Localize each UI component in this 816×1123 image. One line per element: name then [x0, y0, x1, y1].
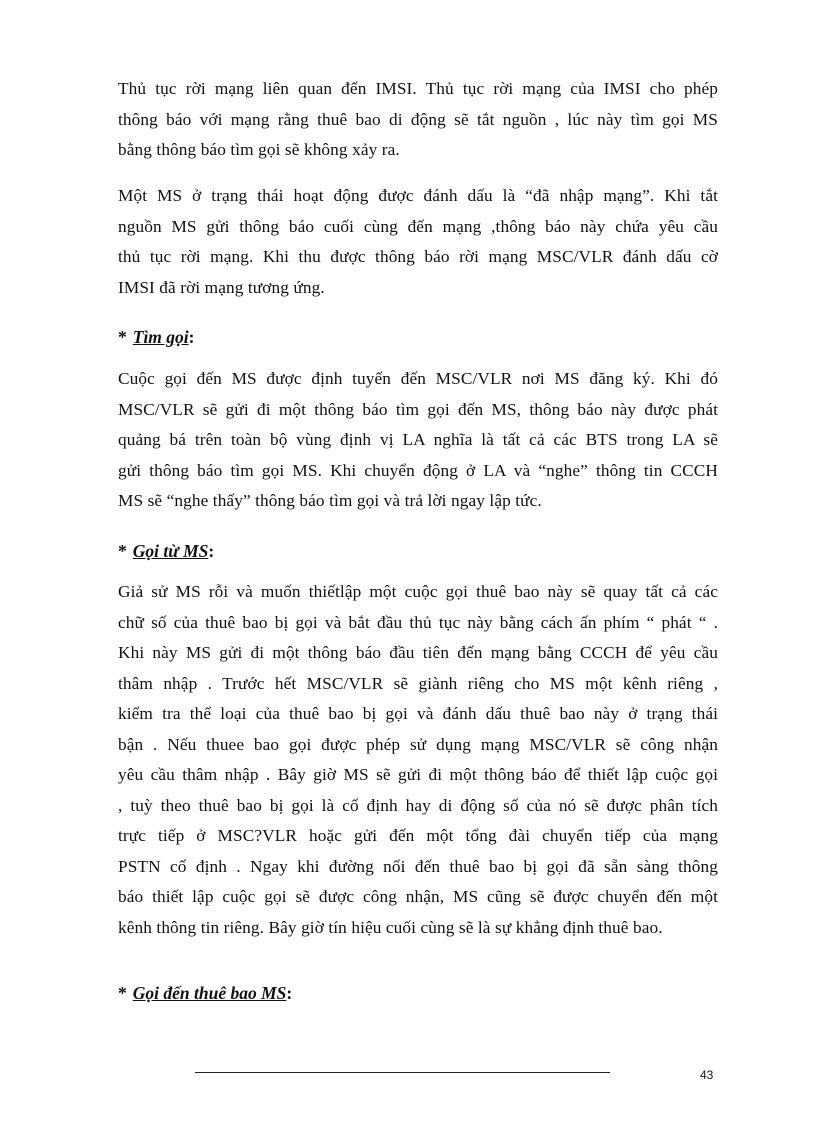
text-line: MSC/VLR sẽ gửi đi một thông báo tìm gọi đến MS, thông báo này được phát: [118, 399, 718, 419]
footer-divider: [195, 1072, 610, 1073]
heading-bullet: *: [118, 541, 127, 561]
text-line: Giả sử MS rỗi và muốn thiếtlập một cuộc gọi thuê bao này sẽ quay tất cả các: [118, 582, 718, 601]
text-line: PSTN cố định . Ngay khi đường nối đến thuê bao bị gọi đã sẵn sàng thông: [118, 856, 718, 876]
text-line: kiểm tra thể loại của thuê bao bị gọi và đánh dấu thuê bao này ở trạng thái: [118, 704, 718, 723]
heading-title: Gọi từ MS: [132, 541, 209, 561]
heading-title: Gọi đến thuê bao MS: [132, 983, 287, 1003]
text-line: thông báo với mạng rằng thuê bao di động sẽ tắt nguồn , lúc này tìm gọi MS: [118, 109, 718, 129]
text-line: IMSI đã rời mạng tương ứng.: [118, 277, 325, 297]
text-line: Khi này MS gửi đi một thông báo đầu tiên đến mạng bằng CCCH để yêu cầu: [118, 643, 718, 662]
heading-colon: :: [286, 983, 293, 1003]
text-line: Cuộc gọi đến MS được định tuyến đến MSC/VLR nơi MS đăng ký. Khi đó: [118, 369, 718, 388]
paragraph-paging: [118, 364, 718, 517]
page-number: 43: [700, 1068, 714, 1082]
heading-colon: :: [208, 541, 215, 561]
heading-bullet: *: [118, 983, 127, 1003]
text-line: Thủ tục rời mạng liên quan đến IMSI. Thủ tục rời mạng của IMSI cho phép: [118, 79, 718, 98]
text-line: , tuỳ theo thuê bao bị gọi là cố định hay di động số của nó sẽ được phân tích: [118, 795, 718, 815]
text-line: chữ số của thuê bao bị gọi và bắt đầu thủ tục này bằng cách ấn phím “ phát “ .: [118, 612, 718, 632]
text-line: trực tiếp ở MSC?VLR hoặc gửi đến một tổng đài chuyển tiếp của mạng: [118, 826, 718, 845]
text-line: gửi thông báo tìm gọi MS. Khi chuyển động ở LA và “nghe” thông tin CCCH: [118, 460, 718, 480]
heading-paging: [118, 322, 194, 352]
text-line: Một MS ở trạng thái hoạt động được đánh dấu là “đã nhập mạng”. Khi tắt: [118, 186, 718, 205]
text-line: kênh thông tin riêng. Bây giờ tín hiệu cuối cùng sẽ là sự khẳng định thuê bao.: [118, 917, 663, 937]
heading-colon: :: [188, 327, 195, 347]
text-line: bằng thông báo tìm gọi sẽ không xảy ra.: [118, 140, 400, 159]
text-line: quảng bá trên toàn bộ vùng định vị LA nghĩa là tất cả các BTS trong LA sẽ: [118, 430, 718, 449]
heading-bullet: *: [118, 327, 127, 347]
heading-title: Tìm gọi: [132, 327, 189, 347]
text-line: báo thiết lập cuộc gọi sẽ được công nhận, MS cũng sẽ được chuyển đến một: [118, 887, 718, 906]
heading-call-to-ms: [118, 978, 292, 1008]
text-line: nguồn MS gửi thông báo cuối cùng đến mạng ,thông báo này chứa yêu cầu: [118, 216, 718, 236]
text-line: yêu cầu thâm nhập . Bây giờ MS sẽ gửi đi một thông báo để thiết lập cuộc gọi: [118, 765, 718, 784]
text-line: bận . Nếu thuee bao gọi được phép sử dụng mạng MSC/VLR sẽ công nhận: [118, 734, 718, 754]
heading-call-from-ms: [118, 536, 214, 566]
text-line: thâm nhập . Trước hết MSC/VLR sẽ giành riêng cho MS một kênh riêng ,: [118, 673, 718, 693]
paragraph-imsi-detach: [118, 74, 718, 166]
paragraph-call-from-ms: [118, 577, 718, 943]
paragraph-ms-active-state: [118, 181, 718, 303]
text-line: thủ tục rời mạng. Khi thu được thông báo rời mạng MSC/VLR đánh dấu cờ: [118, 247, 718, 266]
text-line: MS sẽ “nghe thấy” thông báo tìm gọi và trả lời ngay lập tức.: [118, 491, 542, 510]
